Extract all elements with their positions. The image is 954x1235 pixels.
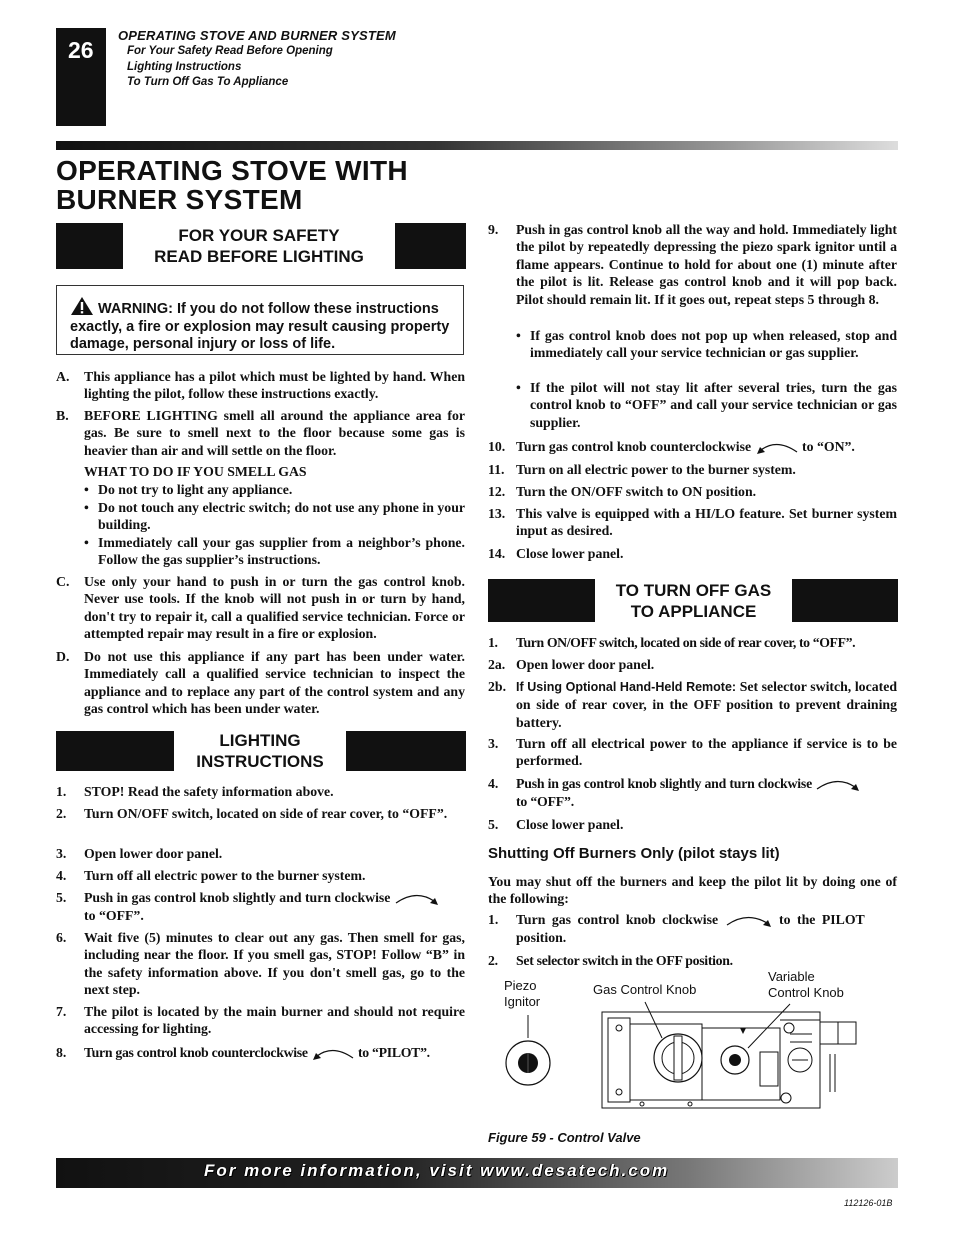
turnoff-step-1: 1. Turn ON/OFF switch, located on side of rear cover, to “OFF”.	[488, 635, 856, 650]
lighting-step-14: 14. Close lower panel.	[488, 546, 624, 561]
variable-control-knob-icon	[721, 1028, 749, 1074]
smell-bullet-1: • Do not try to light any appliance.	[84, 482, 293, 497]
lighting-step-11: 11. Turn on all electric power to the burner system.	[488, 462, 796, 477]
lighting-step-10: 10. Turn gas control knob counterclockwise to “ON”.	[488, 439, 855, 454]
lighting-step-4: 4. Turn off all electric power to the burner system.	[56, 868, 366, 883]
safety-item-a: A. This appliance has a pilot which must be lighted by hand. When lighting the pilot, follow these instructions exactly.	[56, 369, 465, 402]
clockwise-arrow-icon	[394, 891, 440, 907]
page-title-line-1: OPERATING STOVE WITH	[56, 155, 408, 186]
lighting-step-5: 5. Push in gas control knob slightly and turn clockwise to “OFF”.	[56, 889, 465, 924]
clockwise-arrow-icon	[815, 777, 861, 793]
lighting-step-2: 2. Turn ON/OFF switch, located on side of rear cover, to “OFF”.	[56, 806, 448, 821]
header-subtitle-1: For Your Safety Read Before Opening	[127, 45, 333, 57]
valve-nut-icon	[788, 1048, 812, 1072]
turnoff-banner-line-2: TO APPLIANCE	[630, 601, 757, 621]
shutoff-step-2: 2. Set selector switch in the OFF position.	[488, 953, 733, 968]
footer-banner	[56, 1158, 898, 1188]
lighting-step-9: 9. Push in gas control knob all the way and hold. Immediately light the pilot by repeatedly depressing the piezo spark ignitor until a flame appears. Continue to hold for about one (1) minute after the pilot is lit. Release gas control knob and it will pop back. Pilot should remain lit. If it goes out, repeat steps 5 through 8.	[488, 222, 897, 307]
counterclockwise-arrow-icon	[311, 1046, 355, 1062]
turnoff-step-5: 5. Close lower panel.	[488, 817, 624, 832]
lighting-banner	[56, 731, 466, 771]
document-number: 112126-01B	[844, 1198, 893, 1208]
turnoff-step-2a: 2a. Open lower door panel.	[488, 657, 655, 672]
variable-knob-label: Variable Control Knob	[768, 969, 844, 1000]
lighting-step-3: 3. Open lower door panel.	[56, 846, 223, 861]
warning-box	[56, 285, 464, 355]
warning-label: WARNING:	[98, 301, 173, 317]
remote-lead: If Using Optional Hand-Held Remote:	[516, 680, 737, 694]
safety-item-b: B. BEFORE LIGHTING smell all around the appliance area for gas. Be sure to smell next to the floor because some gas is heavier than air and will settle on the floor.	[56, 408, 465, 458]
safety-banner-line-1: FOR YOUR SAFETY	[178, 226, 340, 245]
safety-item-d: D. Do not use this appliance if any part has been under water. Immediately call a qualified service technician to inspect the appliance and to replace any part of the control system and any gas control which has been under water.	[56, 649, 465, 717]
safety-banner	[56, 223, 466, 269]
shutoff-intro: You may shut off the burners and keep the pilot lit by doing one of the following:	[488, 874, 897, 907]
page-title-line-2: BURNER SYSTEM	[56, 184, 303, 215]
page-title	[56, 156, 408, 214]
warning-triangle-icon	[70, 296, 94, 316]
gas-control-knob-icon	[654, 1034, 702, 1082]
step-9-bullet-2: • If the pilot will not stay lit after several tries, turn the gas control knob to “OFF” and call your service technician or gas supplier.	[516, 380, 897, 430]
counterclockwise-arrow-icon	[755, 440, 799, 456]
section-title: OPERATING STOVE AND BURNER SYSTEM	[118, 28, 396, 43]
piezo-ignitor-icon	[506, 1041, 550, 1085]
lighting-banner-line-1: LIGHTING	[219, 731, 301, 750]
lighting-step-12: 12. Turn the ON/OFF switch to ON position.	[488, 484, 757, 499]
clockwise-arrow-icon	[725, 913, 773, 929]
header-rule	[56, 141, 898, 150]
smell-bullet-2: • Do not touch any electric switch; do not use any phone in your building.	[84, 500, 465, 533]
step-9-bullet-1: • If gas control knob does not pop up when released, stop and immediately call your service technician or gas supplier.	[516, 328, 897, 361]
safety-banner-line-2: READ BEFORE LIGHTING	[154, 247, 364, 266]
lighting-step-8: 8. Turn gas control knob counterclockwise to “PILOT”.	[56, 1045, 430, 1060]
turnoff-step-3: 3. Turn off all electrical power to the appliance if service is to be performed.	[488, 736, 897, 769]
lighting-step-13: 13. This valve is equipped with a HI/LO feature. Set burner system input as desired.	[488, 506, 897, 539]
lighting-step-6: 6. Wait five (5) minutes to clear out any gas. Then smell for gas, including near the floor. If you smell gas, STOP! Follow “B” in the safety information above. If you don't smell gas, go to the next step.	[56, 930, 465, 998]
turnoff-step-4: 4. Push in gas control knob slightly and turn clockwise to “OFF”.	[488, 775, 897, 810]
gas-knob-label: Gas Control Knob	[593, 982, 697, 997]
turnoff-banner-line-1: TO TURN OFF GAS	[615, 580, 772, 600]
page-number-box	[56, 28, 106, 126]
figure-caption: Figure 59 - Control Valve	[488, 1130, 641, 1145]
lighting-step-1: 1. STOP! Read the safety information above.	[56, 784, 334, 799]
safety-item-c: C. Use only your hand to push in or turn the gas control knob. Never use tools. If the knob will not push in or turn by hand, don't try to repair it, call a qualified service technician. Force or attempted repair may result in a fire or explosion.	[56, 574, 465, 642]
shutoff-heading: Shutting Off Burners Only (pilot stays lit)	[488, 845, 780, 862]
lighting-banner-line-2: INSTRUCTIONS	[196, 752, 324, 771]
page-number: 26	[68, 37, 94, 63]
warning-text: If you do not follow these instructions exactly, a fire or explosion may result causing property damage, personal injury or loss of life.	[70, 301, 450, 352]
smell-bullet-3: • Immediately call your gas supplier from a neighbor’s phone. Follow the gas supplier’s instructions.	[84, 535, 465, 568]
shutoff-step-1: 1. Turn gas control knob clockwise to the PILOT position.	[488, 912, 865, 945]
turnoff-banner	[488, 579, 898, 622]
lighting-step-7: 7. The pilot is located by the main burner and should not require accessing for lighting.	[56, 1004, 465, 1037]
turnoff-step-2b: 2b. If Using Optional Hand-Held Remote: Set selector switch, located on side of rear cover, in the OFF position to prevent draining battery.	[488, 679, 897, 730]
smell-gas-heading: WHAT TO DO IF YOU SMELL GAS	[84, 464, 307, 479]
control-valve-diagram	[490, 1000, 880, 1125]
footer-text: For more information, visit www.desatech.com	[204, 1161, 670, 1180]
piezo-label: Piezo Ignitor	[504, 978, 541, 1009]
header-subtitle-2: Lighting Instructions	[127, 61, 242, 73]
header-subtitle-3: To Turn Off Gas To Appliance	[127, 76, 289, 88]
